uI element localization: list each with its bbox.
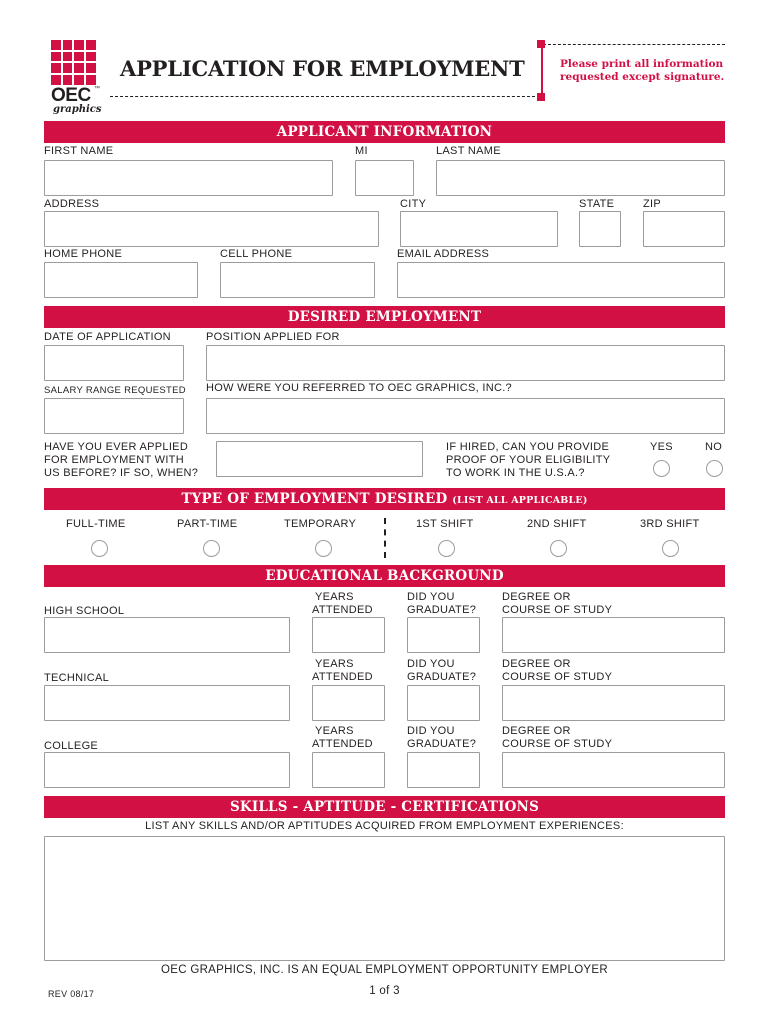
tech-grad-field[interactable] (407, 685, 480, 721)
tech-years-line2: ATTENDED (312, 671, 373, 683)
revision-label: REV 08/17 (48, 989, 95, 999)
title-dashed-rule (110, 96, 540, 97)
note-side-line (541, 44, 543, 98)
hs-grad-field[interactable] (407, 617, 480, 653)
zip-field[interactable] (643, 211, 725, 247)
temporary-radio[interactable] (315, 540, 332, 557)
position-label: POSITION APPLIED FOR (206, 331, 340, 343)
first-name-field[interactable] (44, 160, 333, 196)
section-skills-heading: SKILLS - APTITUDE - CERTIFICATIONS (44, 796, 725, 818)
yes-label: YES (650, 441, 673, 453)
tech-degree-line2: COURSE OF STUDY (502, 671, 613, 683)
col-grad-label (407, 725, 476, 751)
hs-grad-line1: DID YOU (407, 591, 455, 603)
logo-sub: graphics (53, 104, 102, 115)
eligibility-line2: PROOF OF YOUR ELIGIBILITY (446, 454, 611, 466)
col-degree-field[interactable] (502, 752, 725, 788)
date-label: DATE OF APPLICATION (44, 331, 171, 343)
address-label: ADDRESS (44, 198, 100, 210)
referred-label: HOW WERE YOU REFERRED TO OEC GRAPHICS, INC.? (206, 382, 512, 394)
college-field[interactable] (44, 752, 290, 788)
page-title: APPLICATION FOR EMPLOYMENT (120, 56, 525, 81)
hs-degree-line1: DEGREE OR (502, 591, 571, 603)
logo-text: OEC (51, 85, 91, 106)
hs-degree-line2: COURSE OF STUDY (502, 604, 613, 616)
eligibility-yes-radio[interactable] (653, 460, 670, 477)
home-phone-label: HOME PHONE (44, 248, 123, 260)
tech-years-line1: YEARS (315, 658, 354, 670)
first-name-label: FIRST NAME (44, 145, 114, 157)
tech-years-field[interactable] (312, 685, 385, 721)
hs-years-label (312, 591, 373, 617)
col-degree-line1: DEGREE OR (502, 725, 571, 737)
col-grad-line1: DID YOU (407, 725, 455, 737)
col-years-field[interactable] (312, 752, 385, 788)
technical-label: TECHNICAL (44, 672, 110, 684)
part-time-label: PART-TIME (177, 518, 238, 530)
tech-degree-label (502, 658, 612, 684)
email-field[interactable] (397, 262, 725, 298)
high-school-field[interactable] (44, 617, 290, 653)
tech-years-label (312, 658, 373, 684)
applied-before-label (44, 441, 198, 480)
section-desired-heading: DESIRED EMPLOYMENT (44, 306, 725, 328)
hs-years-line2: ATTENDED (312, 604, 373, 616)
mi-label: MI (355, 145, 368, 157)
eligibility-label (446, 441, 610, 480)
hs-years-field[interactable] (312, 617, 385, 653)
skills-field[interactable] (44, 836, 725, 961)
technical-field[interactable] (44, 685, 290, 721)
state-label: STATE (579, 198, 615, 210)
logo-tm: ™ (94, 86, 100, 92)
print-note-line2: requested except signature. (560, 71, 725, 83)
address-field[interactable] (44, 211, 379, 247)
skills-prompt: LIST ANY SKILLS AND/OR APTITUDES ACQUIRED FROM EMPLOYMENT EXPERIENCES: (145, 820, 624, 832)
section-education-heading: EDUCATIONAL BACKGROUND (44, 565, 725, 587)
hs-years-line1: YEARS (315, 591, 354, 603)
note-dashed-top (543, 44, 725, 45)
part-time-radio[interactable] (203, 540, 220, 557)
home-phone-field[interactable] (44, 262, 198, 298)
eoe-statement: OEC GRAPHICS, INC. IS AN EQUAL EMPLOYMENT OPPORTUNITY EMPLOYER (161, 964, 608, 976)
salary-field[interactable] (44, 398, 184, 434)
col-grad-line2: GRADUATE? (407, 738, 477, 750)
state-field[interactable] (579, 211, 621, 247)
shift1-label: 1ST SHIFT (416, 518, 474, 530)
tech-degree-field[interactable] (502, 685, 725, 721)
shift3-label: 3RD SHIFT (640, 518, 700, 530)
eligibility-no-radio[interactable] (706, 460, 723, 477)
col-years-label (312, 725, 373, 751)
city-label: CITY (400, 198, 427, 210)
applied-before-field[interactable] (216, 441, 423, 477)
col-years-line2: ATTENDED (312, 738, 373, 750)
last-name-field[interactable] (436, 160, 725, 196)
tech-degree-line1: DEGREE OR (502, 658, 571, 670)
date-field[interactable] (44, 345, 184, 381)
shift2-label: 2ND SHIFT (527, 518, 587, 530)
last-name-label: LAST NAME (436, 145, 501, 157)
applied-line2: FOR EMPLOYMENT WITH (44, 454, 184, 466)
referred-field[interactable] (206, 398, 725, 434)
hs-degree-field[interactable] (502, 617, 725, 653)
shift2-radio[interactable] (550, 540, 567, 557)
hs-degree-label (502, 591, 612, 617)
print-note-line1: Please print all information (560, 58, 724, 70)
corner-mark-icon (537, 40, 545, 48)
section-applicant-heading: APPLICANT INFORMATION (44, 121, 725, 143)
col-years-line1: YEARS (315, 725, 354, 737)
city-field[interactable] (400, 211, 558, 247)
zip-label: ZIP (643, 198, 662, 210)
corner-mark-icon (537, 93, 545, 101)
full-time-radio[interactable] (91, 540, 108, 557)
print-note (560, 58, 724, 84)
col-grad-field[interactable] (407, 752, 480, 788)
section-type-heading (44, 488, 725, 510)
applied-line3: US BEFORE? IF SO, WHEN? (44, 467, 199, 479)
eligibility-line1: IF HIRED, CAN YOU PROVIDE (446, 441, 610, 453)
tech-grad-line2: GRADUATE? (407, 671, 477, 683)
salary-label: SALARY RANGE REQUESTED (44, 385, 186, 396)
type-divider (384, 518, 386, 558)
temporary-label: TEMPORARY (284, 518, 357, 530)
hs-grad-line2: GRADUATE? (407, 604, 477, 616)
hs-grad-label (407, 591, 476, 617)
no-label: NO (705, 441, 723, 453)
cell-phone-label: CELL PHONE (220, 248, 293, 260)
logo-grid-icon (51, 40, 96, 85)
eligibility-line3: TO WORK IN THE U.S.A.? (446, 467, 585, 479)
col-degree-label (502, 725, 612, 751)
high-school-label: HIGH SCHOOL (44, 605, 125, 617)
full-time-label: FULL-TIME (66, 518, 126, 530)
col-degree-line2: COURSE OF STUDY (502, 738, 613, 750)
position-field[interactable] (206, 345, 725, 381)
tech-grad-line1: DID YOU (407, 658, 455, 670)
email-label: EMAIL ADDRESS (397, 248, 490, 260)
logo (51, 40, 102, 120)
page-number: 1 of 3 (369, 985, 400, 997)
type-heading-text: TYPE OF EMPLOYMENT DESIRED (181, 491, 448, 507)
shift3-radio[interactable] (662, 540, 679, 557)
type-heading-note: (LIST ALL APPLICABLE) (452, 495, 588, 506)
applied-line1: HAVE YOU EVER APPLIED (44, 441, 189, 453)
tech-grad-label (407, 658, 476, 684)
mi-field[interactable] (355, 160, 414, 196)
college-label: COLLEGE (44, 740, 99, 752)
cell-phone-field[interactable] (220, 262, 375, 298)
shift1-radio[interactable] (438, 540, 455, 557)
